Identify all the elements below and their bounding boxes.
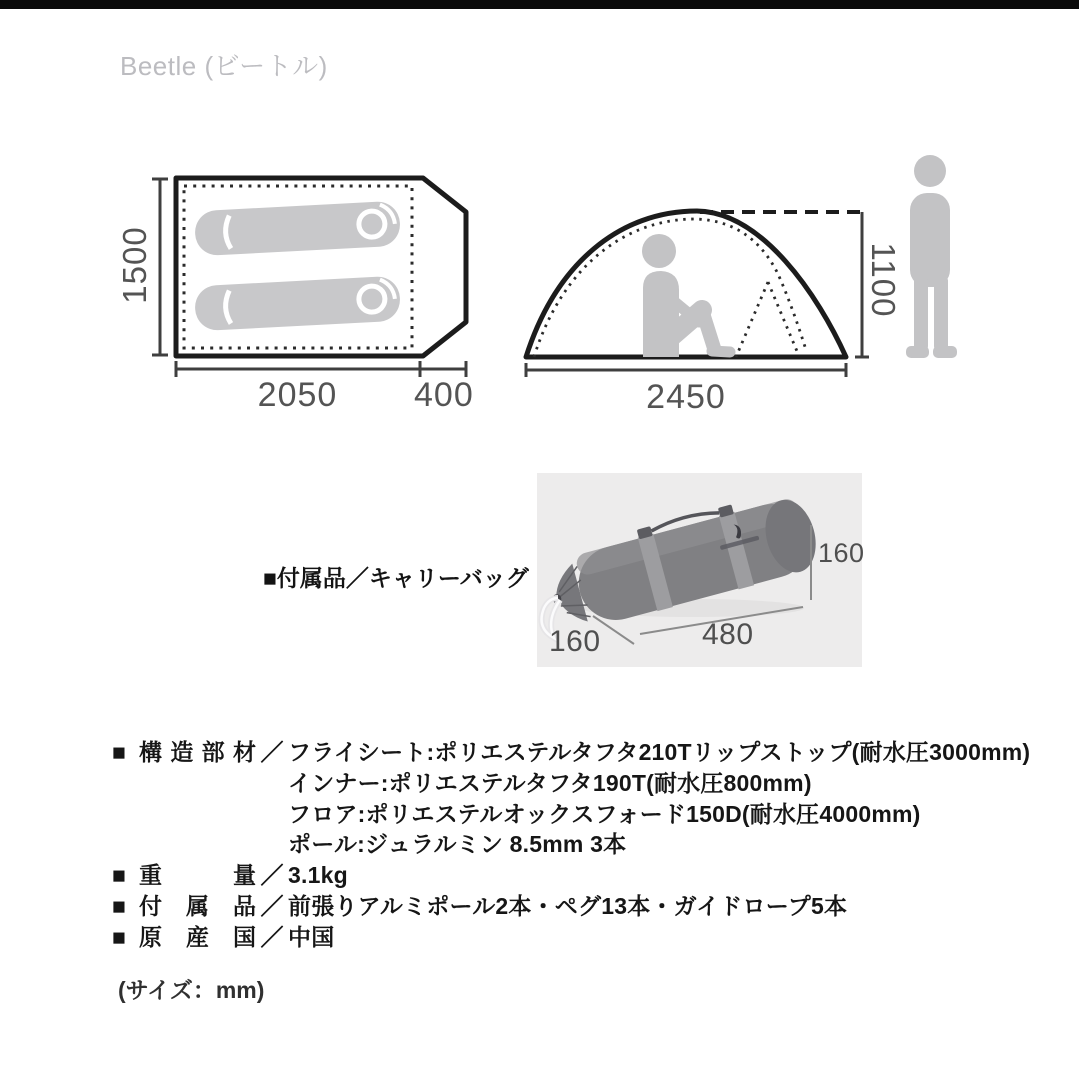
- spec-label: 重 量: [139, 862, 256, 889]
- spec-table: [112, 737, 1030, 953]
- size-unit-note: (サイズ：mm): [118, 977, 265, 1003]
- standing-person-icon: [906, 155, 957, 358]
- spec-row-origin: [112, 922, 1030, 953]
- spec-bullet: ■: [112, 923, 126, 950]
- dim-label-tent-width: 2450: [646, 378, 726, 416]
- spec-separator: ／: [260, 862, 284, 889]
- spec-label: 構 造 部 材: [139, 739, 256, 765]
- side-view-dimension-lines: [526, 212, 869, 377]
- spec-row-weight: [112, 860, 1030, 891]
- dim-label-bag-length: 480: [702, 618, 754, 651]
- sitting-person-icon: [642, 234, 730, 357]
- dim-label-bag-height: 160: [818, 538, 865, 568]
- dim-label-vestibule: 400: [414, 376, 474, 414]
- spec-value-accessories: 前張りアルミポール2本・ペグ13本・ガイドロープ5本: [288, 892, 848, 919]
- page-title: Beetle (ビートル): [120, 51, 328, 81]
- spec-value-pole: ポール:ジュラルミン 8.5mm 3本: [288, 831, 627, 858]
- spec-value-flysheet: フライシート:ポリエステルタフタ210Tリップストップ(耐水圧3000mm): [288, 739, 1031, 765]
- spec-bullet: ■: [112, 739, 126, 765]
- spec-bullet: ■: [112, 892, 126, 919]
- spec-separator: ／: [260, 892, 284, 919]
- dim-label-tent-height: 1100: [865, 242, 902, 318]
- dim-label-floor-depth: 1500: [116, 226, 153, 304]
- dim-label-bag-depth: 160: [549, 625, 601, 658]
- spec-row-materials: [112, 737, 1030, 860]
- spec-label: 付 属 品: [139, 892, 256, 919]
- spec-bullet: ■: [112, 862, 126, 889]
- inner-door-dotted: [736, 282, 799, 357]
- spec-value-floor: フロア:ポリエステルオックスフォード150D(耐水圧4000mm): [288, 800, 921, 827]
- dim-label-floor-length: 2050: [257, 376, 338, 414]
- spec-label: 原 産 国: [139, 923, 256, 950]
- spec-separator: ／: [260, 923, 284, 950]
- tent-top-view: [152, 178, 466, 377]
- spec-value-origin: 中国: [288, 923, 335, 950]
- spec-row-accessories: [112, 891, 1030, 922]
- spec-value-inner: インナー:ポリエステルタフタ190T(耐水圧800mm): [288, 769, 812, 796]
- accessory-label: ■付属品／キャリーバッグ: [263, 565, 529, 591]
- spec-value-weight: 3.1kg: [288, 862, 348, 889]
- spec-separator: ／: [260, 739, 284, 765]
